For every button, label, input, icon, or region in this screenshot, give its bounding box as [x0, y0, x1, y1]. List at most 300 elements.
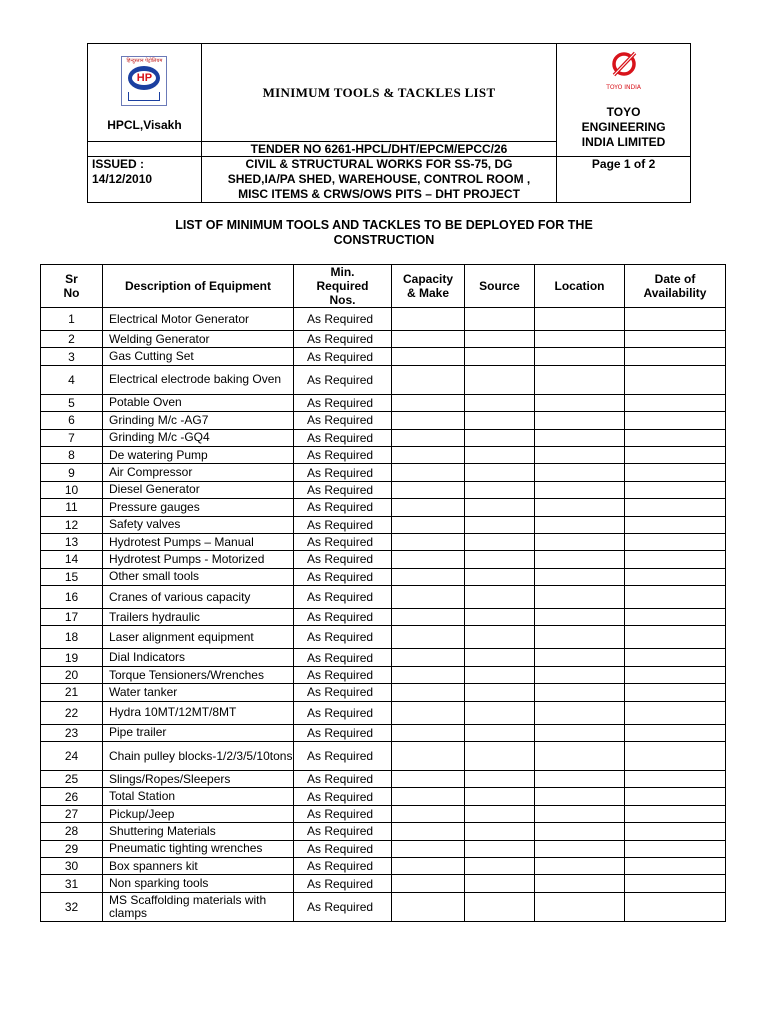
row-min-required-cell: As Required [294, 805, 392, 822]
row-sr-cell: 31 [41, 875, 103, 892]
row-min-required-cell: As Required [294, 499, 392, 516]
row-min-required-cell: As Required [294, 464, 392, 481]
row-description-cell: Grinding M/c -GQ4 [103, 429, 294, 446]
table-row [41, 429, 726, 446]
contractor-name-line1: TOYO [606, 105, 641, 119]
row-min-required-cell: As Required [294, 649, 392, 666]
row-sr-cell: 19 [41, 649, 103, 666]
row-location-cell [535, 365, 625, 394]
table-row [41, 348, 726, 365]
table-row [41, 464, 726, 481]
row-description-cell: Pickup/Jeep [103, 805, 294, 822]
table-row [41, 446, 726, 463]
row-sr-cell: 10 [41, 481, 103, 498]
tools-table [40, 264, 726, 922]
issued-label: ISSUED : [92, 157, 145, 171]
row-description-cell: Pipe trailer [103, 724, 294, 741]
hp-logo-tagline: हिन्दुस्तान पेट्रोलियम [126, 57, 163, 64]
row-source-cell [465, 348, 535, 365]
row-source-cell [465, 742, 535, 771]
row-location-cell [535, 499, 625, 516]
row-description-cell: Laser alignment equipment [103, 626, 294, 649]
row-capacity-cell [392, 626, 465, 649]
table-row [41, 394, 726, 411]
row-description-cell: De watering Pump [103, 446, 294, 463]
row-source-cell [465, 823, 535, 840]
row-location-cell [535, 429, 625, 446]
row-capacity-cell [392, 742, 465, 771]
row-source-cell [465, 857, 535, 874]
row-description-cell: Air Compressor [103, 464, 294, 481]
row-min-required-cell: As Required [294, 892, 392, 921]
row-location-cell [535, 626, 625, 649]
row-description-cell: Hydra 10MT/12MT/8MT [103, 701, 294, 724]
row-date-cell [625, 464, 726, 481]
row-source-cell [465, 308, 535, 331]
row-capacity-cell [392, 429, 465, 446]
col-header-min-line2: Required [316, 279, 369, 293]
row-location-cell [535, 533, 625, 550]
row-location-cell [535, 892, 625, 921]
row-sr-cell: 2 [41, 331, 103, 348]
row-capacity-cell [392, 365, 465, 394]
row-date-cell [625, 840, 726, 857]
table-row [41, 609, 726, 626]
col-header-min-required [294, 265, 392, 308]
table-row [41, 875, 726, 892]
row-min-required-cell: As Required [294, 771, 392, 788]
row-min-required-cell: As Required [294, 724, 392, 741]
table-row [41, 412, 726, 429]
row-capacity-cell [392, 724, 465, 741]
row-capacity-cell [392, 857, 465, 874]
row-date-cell [625, 568, 726, 585]
col-header-capacity-line2: & Make [406, 286, 450, 300]
row-source-cell [465, 666, 535, 683]
row-date-cell [625, 586, 726, 609]
hp-logo [121, 56, 167, 106]
row-sr-cell: 12 [41, 516, 103, 533]
table-row [41, 666, 726, 683]
row-sr-cell: 21 [41, 684, 103, 701]
toyo-logo [610, 50, 638, 78]
row-date-cell [625, 551, 726, 568]
contractor-name-line2: ENGINEERING [581, 120, 666, 134]
row-description-cell: Safety valves [103, 516, 294, 533]
row-location-cell [535, 568, 625, 585]
row-source-cell [465, 533, 535, 550]
row-min-required-cell: As Required [294, 701, 392, 724]
table-row [41, 626, 726, 649]
table-row [41, 551, 726, 568]
table-row [41, 742, 726, 771]
row-sr-cell: 20 [41, 666, 103, 683]
row-min-required-cell: As Required [294, 684, 392, 701]
row-date-cell [625, 446, 726, 463]
row-description-cell: Non sparking tools [103, 875, 294, 892]
col-header-capacity-line1: Capacity [402, 272, 454, 286]
col-header-sr-line2: No [63, 286, 80, 300]
row-sr-cell: 29 [41, 840, 103, 857]
row-sr-cell: 16 [41, 586, 103, 609]
client-name: HPCL,Visakh [107, 117, 182, 132]
row-sr-cell: 24 [41, 742, 103, 771]
row-description-cell: Grinding M/c -AG7 [103, 412, 294, 429]
heading-line2: CONSTRUCTION [333, 233, 435, 247]
row-sr-cell: 1 [41, 308, 103, 331]
row-sr-cell: 7 [41, 429, 103, 446]
row-sr-cell: 5 [41, 394, 103, 411]
row-description-cell: Slings/Ropes/Sleepers [103, 771, 294, 788]
row-capacity-cell [392, 394, 465, 411]
row-source-cell [465, 771, 535, 788]
row-min-required-cell: As Required [294, 429, 392, 446]
row-date-cell [625, 348, 726, 365]
contractor-cell [557, 44, 691, 157]
table-row [41, 499, 726, 516]
row-min-required-cell: As Required [294, 446, 392, 463]
row-capacity-cell [392, 412, 465, 429]
row-min-required-cell: As Required [294, 348, 392, 365]
hp-logo-text: HP [132, 71, 156, 85]
row-description-cell: Dial Indicators [103, 649, 294, 666]
row-source-cell [465, 649, 535, 666]
row-location-cell [535, 308, 625, 331]
row-min-required-cell: As Required [294, 857, 392, 874]
table-row [41, 516, 726, 533]
row-date-cell [625, 823, 726, 840]
row-min-required-cell: As Required [294, 308, 392, 331]
heading-line1: LIST OF MINIMUM TOOLS AND TACKLES TO BE DEPLOYED FOR THE [175, 218, 593, 232]
table-row [41, 331, 726, 348]
row-capacity-cell [392, 551, 465, 568]
row-min-required-cell: As Required [294, 840, 392, 857]
row-date-cell [625, 875, 726, 892]
row-location-cell [535, 412, 625, 429]
row-date-cell [625, 724, 726, 741]
row-date-cell [625, 499, 726, 516]
issued-date: 14/12/2010 [92, 172, 153, 186]
row-capacity-cell [392, 840, 465, 857]
row-sr-cell: 4 [41, 365, 103, 394]
row-source-cell [465, 892, 535, 921]
row-source-cell [465, 609, 535, 626]
row-location-cell [535, 666, 625, 683]
table-row [41, 823, 726, 840]
row-min-required-cell: As Required [294, 626, 392, 649]
row-source-cell [465, 684, 535, 701]
row-min-required-cell: As Required [294, 551, 392, 568]
table-row [41, 684, 726, 701]
row-date-cell [625, 331, 726, 348]
table-header-row [41, 265, 726, 308]
row-location-cell [535, 788, 625, 805]
row-source-cell [465, 586, 535, 609]
row-location-cell [535, 724, 625, 741]
row-min-required-cell: As Required [294, 742, 392, 771]
row-sr-cell: 26 [41, 788, 103, 805]
row-description-cell: Hydrotest Pumps – Manual [103, 533, 294, 550]
row-capacity-cell [392, 516, 465, 533]
row-location-cell [535, 857, 625, 874]
row-source-cell [465, 429, 535, 446]
row-min-required-cell: As Required [294, 365, 392, 394]
table-row [41, 857, 726, 874]
row-date-cell [625, 701, 726, 724]
row-source-cell [465, 365, 535, 394]
row-date-cell [625, 412, 726, 429]
row-capacity-cell [392, 481, 465, 498]
row-capacity-cell [392, 568, 465, 585]
row-capacity-cell [392, 788, 465, 805]
table-row [41, 840, 726, 857]
table-row [41, 701, 726, 724]
toyo-logo-sub: TOYO INDIA [606, 84, 641, 91]
row-description-cell: Chain pulley blocks-1/2/3/5/10tons [103, 742, 294, 771]
row-sr-cell: 13 [41, 533, 103, 550]
row-location-cell [535, 586, 625, 609]
row-source-cell [465, 875, 535, 892]
row-source-cell [465, 840, 535, 857]
row-location-cell [535, 823, 625, 840]
row-source-cell [465, 481, 535, 498]
document-title: MINIMUM TOOLS & TACKLES LIST [201, 44, 556, 142]
col-header-sr-line1: Sr [65, 272, 78, 286]
row-sr-cell: 22 [41, 701, 103, 724]
issued-cell [88, 157, 202, 203]
row-capacity-cell [392, 586, 465, 609]
row-location-cell [535, 684, 625, 701]
table-row [41, 805, 726, 822]
row-date-cell [625, 394, 726, 411]
col-header-min-line1: Min. [330, 265, 355, 279]
row-min-required-cell: As Required [294, 666, 392, 683]
row-location-cell [535, 481, 625, 498]
row-description-cell: Pneumatic tighting wrenches [103, 840, 294, 857]
col-header-date-line1: Date of [654, 272, 696, 286]
row-min-required-cell: As Required [294, 609, 392, 626]
row-source-cell [465, 394, 535, 411]
table-row [41, 481, 726, 498]
row-sr-cell: 11 [41, 499, 103, 516]
row-capacity-cell [392, 892, 465, 921]
row-description-cell: Other small tools [103, 568, 294, 585]
row-sr-cell: 6 [41, 412, 103, 429]
row-capacity-cell [392, 823, 465, 840]
row-capacity-cell [392, 446, 465, 463]
table-row [41, 308, 726, 331]
client-logo-cell [88, 44, 202, 142]
row-capacity-cell [392, 771, 465, 788]
row-capacity-cell [392, 701, 465, 724]
client-spacer [88, 142, 202, 157]
row-date-cell [625, 308, 726, 331]
row-source-cell [465, 412, 535, 429]
row-source-cell [465, 701, 535, 724]
row-description-cell: Welding Generator [103, 331, 294, 348]
row-date-cell [625, 684, 726, 701]
row-date-cell [625, 666, 726, 683]
row-capacity-cell [392, 684, 465, 701]
row-source-cell [465, 331, 535, 348]
contractor-name-line3: INDIA LIMITED [581, 135, 666, 149]
row-date-cell [625, 429, 726, 446]
table-row [41, 892, 726, 921]
row-date-cell [625, 533, 726, 550]
row-sr-cell: 8 [41, 446, 103, 463]
row-location-cell [535, 348, 625, 365]
row-source-cell [465, 516, 535, 533]
row-source-cell [465, 551, 535, 568]
col-header-source: Source [465, 265, 535, 308]
scope-line1: CIVIL & STRUCTURAL WORKS FOR SS-75, DG [245, 157, 513, 171]
row-location-cell [535, 464, 625, 481]
row-source-cell [465, 788, 535, 805]
row-source-cell [465, 568, 535, 585]
table-row [41, 788, 726, 805]
row-min-required-cell: As Required [294, 412, 392, 429]
row-description-cell: Gas Cutting Set [103, 348, 294, 365]
row-min-required-cell: As Required [294, 875, 392, 892]
row-min-required-cell: As Required [294, 823, 392, 840]
table-row [41, 724, 726, 741]
row-date-cell [625, 742, 726, 771]
row-sr-cell: 28 [41, 823, 103, 840]
table-row [41, 365, 726, 394]
row-capacity-cell [392, 609, 465, 626]
col-header-min-line3: Nos. [329, 293, 356, 307]
row-sr-cell: 9 [41, 464, 103, 481]
row-sr-cell: 25 [41, 771, 103, 788]
row-sr-cell: 18 [41, 626, 103, 649]
scope-line3: MISC ITEMS & CRWS/OWS PITS – DHT PROJECT [238, 187, 520, 201]
row-location-cell [535, 649, 625, 666]
row-description-cell: Trailers hydraulic [103, 609, 294, 626]
row-location-cell [535, 701, 625, 724]
col-header-description: Description of Equipment [103, 265, 294, 308]
row-date-cell [625, 788, 726, 805]
row-description-cell: Hydrotest Pumps - Motorized [103, 551, 294, 568]
row-capacity-cell [392, 649, 465, 666]
table-row [41, 586, 726, 609]
table-row [41, 533, 726, 550]
row-sr-cell: 15 [41, 568, 103, 585]
row-date-cell [625, 649, 726, 666]
row-date-cell [625, 481, 726, 498]
row-capacity-cell [392, 666, 465, 683]
row-min-required-cell: As Required [294, 394, 392, 411]
row-description-cell: Shuttering Materials [103, 823, 294, 840]
row-description-cell: Box spanners kit [103, 857, 294, 874]
row-location-cell [535, 805, 625, 822]
row-sr-cell: 32 [41, 892, 103, 921]
col-header-capacity [392, 265, 465, 308]
row-date-cell [625, 857, 726, 874]
row-source-cell [465, 446, 535, 463]
table-row [41, 568, 726, 585]
table-row [41, 771, 726, 788]
row-location-cell [535, 331, 625, 348]
row-capacity-cell [392, 499, 465, 516]
row-capacity-cell [392, 331, 465, 348]
row-date-cell [625, 516, 726, 533]
hp-logo-oval [128, 66, 160, 90]
row-description-cell: Potable Oven [103, 394, 294, 411]
row-description-cell: Torque Tensioners/Wrenches [103, 666, 294, 683]
row-source-cell [465, 626, 535, 649]
row-date-cell [625, 771, 726, 788]
col-header-date-line2: Availability [643, 286, 707, 300]
row-location-cell [535, 394, 625, 411]
row-min-required-cell: As Required [294, 568, 392, 585]
row-capacity-cell [392, 348, 465, 365]
row-location-cell [535, 875, 625, 892]
row-sr-cell: 23 [41, 724, 103, 741]
col-header-sr [41, 265, 103, 308]
scope-cell [201, 157, 556, 203]
row-capacity-cell [392, 533, 465, 550]
row-min-required-cell: As Required [294, 331, 392, 348]
scope-line2: SHED,IA/PA SHED, WAREHOUSE, CONTROL ROOM , [227, 172, 531, 186]
row-capacity-cell [392, 464, 465, 481]
row-sr-cell: 30 [41, 857, 103, 874]
row-description-cell: MS Scaffolding materials with clamps [103, 892, 294, 921]
row-sr-cell: 27 [41, 805, 103, 822]
row-date-cell [625, 805, 726, 822]
row-description-cell: Electrical Motor Generator [103, 308, 294, 331]
row-location-cell [535, 609, 625, 626]
table-row [41, 649, 726, 666]
row-description-cell: Diesel Generator [103, 481, 294, 498]
row-sr-cell: 14 [41, 551, 103, 568]
row-source-cell [465, 464, 535, 481]
row-description-cell: Pressure gauges [103, 499, 294, 516]
row-date-cell [625, 365, 726, 394]
row-description-cell: Total Station [103, 788, 294, 805]
hp-logo-base [128, 92, 160, 101]
row-description-cell: Electrical electrode baking Oven [103, 365, 294, 394]
row-location-cell [535, 551, 625, 568]
table-body [41, 308, 726, 922]
row-min-required-cell: As Required [294, 788, 392, 805]
row-capacity-cell [392, 875, 465, 892]
row-location-cell [535, 771, 625, 788]
row-capacity-cell [392, 805, 465, 822]
row-min-required-cell: As Required [294, 586, 392, 609]
row-date-cell [625, 609, 726, 626]
row-source-cell [465, 805, 535, 822]
row-location-cell [535, 742, 625, 771]
row-date-cell [625, 626, 726, 649]
row-source-cell [465, 499, 535, 516]
row-min-required-cell: As Required [294, 533, 392, 550]
document-header [87, 43, 691, 203]
row-min-required-cell: As Required [294, 516, 392, 533]
row-source-cell [465, 724, 535, 741]
row-capacity-cell [392, 308, 465, 331]
page-number: Page 1 of 2 [557, 157, 691, 203]
list-heading [110, 218, 658, 248]
row-date-cell [625, 892, 726, 921]
col-header-date [625, 265, 726, 308]
row-min-required-cell: As Required [294, 481, 392, 498]
row-sr-cell: 17 [41, 609, 103, 626]
row-location-cell [535, 446, 625, 463]
row-location-cell [535, 840, 625, 857]
col-header-location: Location [535, 265, 625, 308]
row-description-cell: Cranes of various capacity [103, 586, 294, 609]
row-sr-cell: 3 [41, 348, 103, 365]
